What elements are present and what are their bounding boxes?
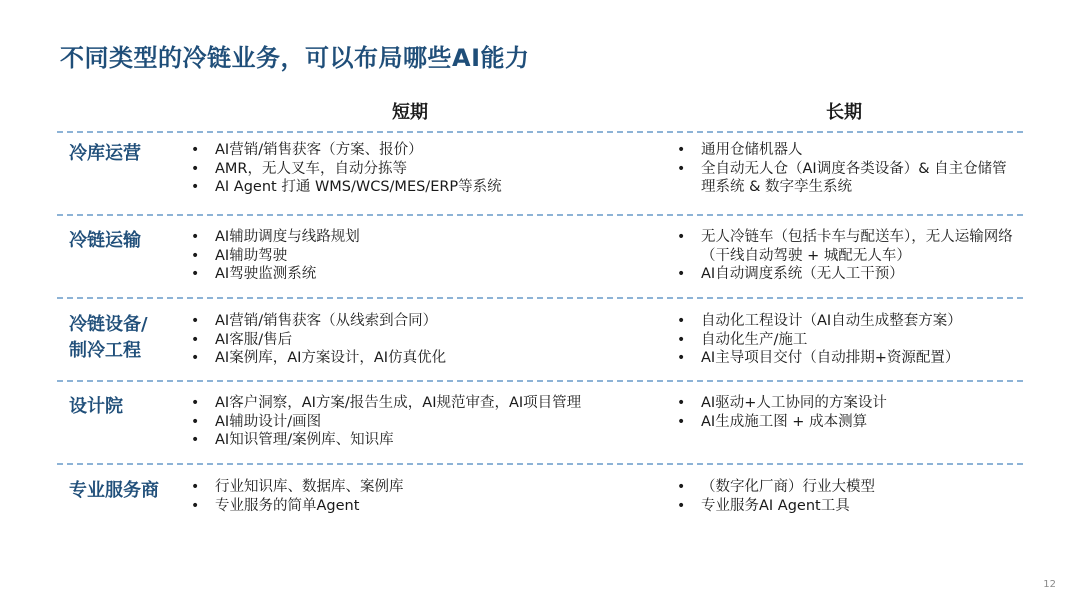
divider-line [57, 380, 1023, 382]
bullet-icon: • [191, 229, 200, 245]
short-term-list [191, 228, 631, 284]
slide-title: 不同类型的冷链业务，可以布局哪些AI能力 [60, 44, 530, 72]
list-item: • 无人冷链车（包括卡车与配送车），无人运输网络（干线自动驾驶 + 城配无人车） [677, 229, 1013, 264]
bullet-icon: • [191, 247, 200, 264]
list-item: • （数字化厂商）行业大模型 [677, 479, 875, 495]
page-number: 12 [1043, 579, 1056, 590]
bullet-icon: • [191, 331, 200, 348]
list-item: • AI辅助调度与线路规划 [191, 229, 360, 245]
long-term-list [677, 228, 1017, 284]
bullet-icon: • [677, 229, 686, 245]
bullet-icon: • [677, 266, 686, 282]
list-item: • AI辅助设计/画图 [191, 413, 322, 430]
short-term-list [191, 394, 631, 450]
row-label-line: 制冷工程 [69, 340, 141, 361]
bullet-icon: • [677, 497, 686, 514]
list-item: • 行业知识库、数据库、案例库 [191, 479, 404, 495]
list-item: • AI Agent 打通 WMS/WCS/MES/ERP等系统 [191, 179, 502, 195]
bullet-icon: • [677, 160, 686, 177]
column-header-long-term: 长期 [826, 102, 862, 123]
bullet-icon: • [677, 413, 686, 430]
list-item: • AI营销/销售获客（从线索到合同） [191, 313, 438, 329]
list-item: • AI主导项目交付（自动排期+资源配置） [677, 350, 960, 366]
divider-line [57, 297, 1023, 299]
list-item: • AI客服/售后 [191, 331, 293, 348]
short-term-list [191, 478, 631, 515]
bullet-icon: • [191, 179, 200, 195]
bullet-icon: • [677, 479, 686, 495]
list-item: • AI驾驶监测系统 [191, 266, 317, 282]
long-term-list [677, 141, 1017, 197]
list-item: • AI辅助驾驶 [191, 247, 288, 264]
list-item: • 通用仓储机器人 [677, 142, 803, 158]
bullet-icon: • [191, 313, 200, 329]
bullet-icon: • [191, 497, 200, 514]
bullet-icon: • [677, 331, 686, 348]
list-item: • AI自动调度系统（无人工干预） [677, 266, 904, 282]
list-item: • AI驱动+人工协同的方案设计 [677, 395, 887, 411]
bullet-icon: • [191, 142, 200, 158]
row-label: 冷库运营 [69, 143, 141, 164]
list-item: • AI营销/销售获客（方案、报价） [191, 142, 423, 158]
long-term-list [677, 394, 1017, 431]
bullet-icon: • [191, 479, 200, 495]
bullet-icon: • [677, 313, 686, 329]
bullet-icon: • [191, 160, 200, 177]
list-item: • 自动化生产/施工 [677, 331, 808, 348]
list-item: • AI知识管理/案例库、知识库 [191, 432, 394, 448]
list-item: • 专业服务AI Agent工具 [677, 497, 850, 514]
list-item: • AI案例库，AI方案设计，AI仿真优化 [191, 350, 447, 366]
bullet-icon: • [191, 432, 200, 448]
row-label-line: 冷链设备/ [69, 314, 148, 335]
column-header-short-term: 短期 [392, 102, 428, 123]
list-item: • 自动化工程设计（AI自动生成整套方案） [677, 313, 962, 329]
list-item: • 专业服务的简单Agent [191, 497, 360, 514]
short-term-list [191, 141, 631, 197]
bullet-icon: • [677, 142, 686, 158]
row-label: 冷链运输 [69, 230, 141, 251]
short-term-list [191, 312, 631, 368]
bullet-icon: • [677, 395, 686, 411]
list-item: • AI客户洞察，AI方案/报告生成，AI规范审查，AI项目管理 [191, 395, 582, 411]
bullet-icon: • [191, 350, 200, 366]
divider-line [57, 463, 1023, 465]
list-item: • 全自动无人仓（AI调度各类设备）& 自主仓储管理系统 & 数字孪生系统 [677, 160, 1007, 195]
divider-line [57, 214, 1023, 216]
list-item: • AI生成施工图 + 成本测算 [677, 413, 868, 430]
list-item: • AMR，无人叉车，自动分拣等 [191, 160, 408, 177]
row-label [69, 312, 148, 364]
row-label: 专业服务商 [69, 480, 159, 501]
long-term-list [677, 312, 1017, 368]
row-label: 设计院 [69, 396, 123, 417]
long-term-list [677, 478, 1017, 515]
bullet-icon: • [191, 395, 200, 411]
bullet-icon: • [191, 413, 200, 430]
bullet-icon: • [191, 266, 200, 282]
bullet-icon: • [677, 350, 686, 366]
divider-line [57, 131, 1023, 133]
